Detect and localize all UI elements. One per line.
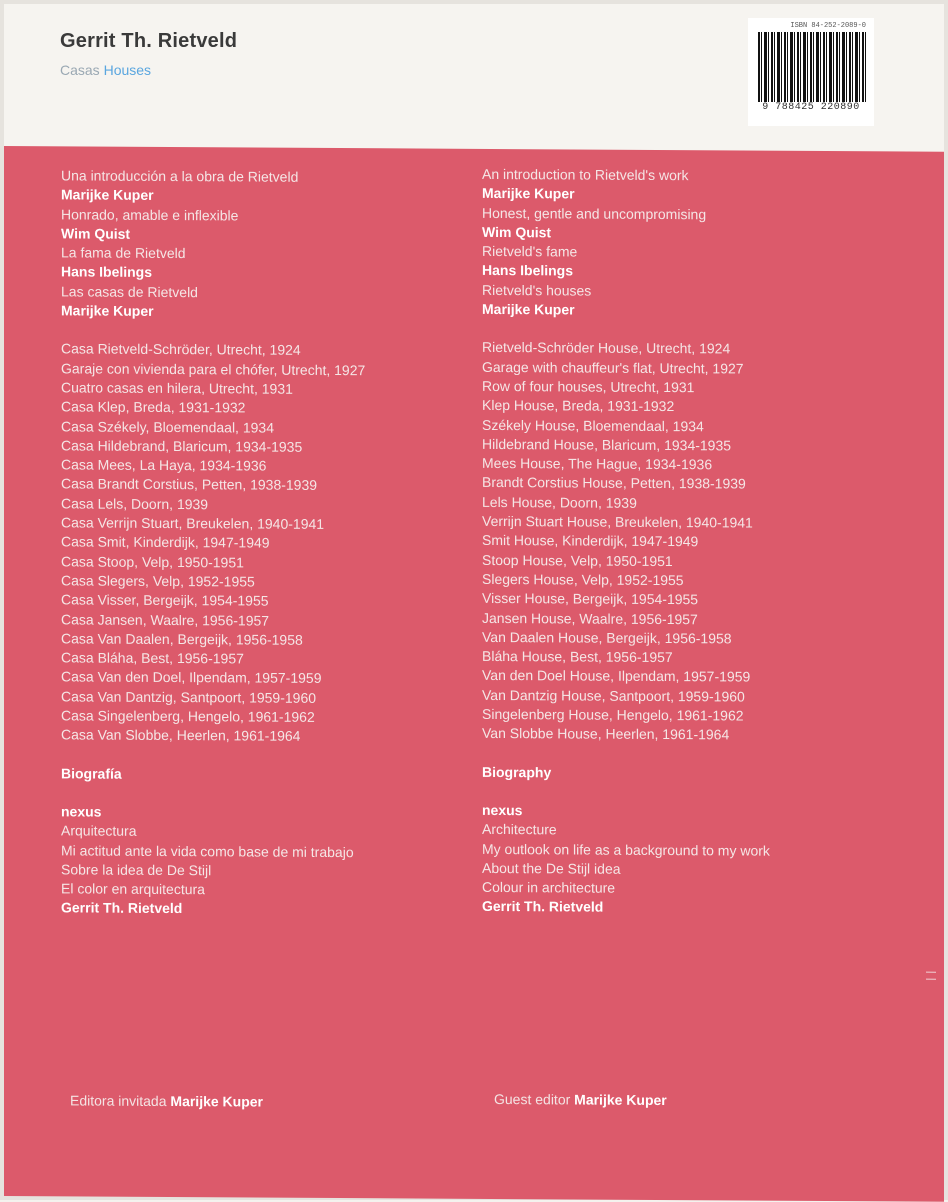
nexus-heading: nexus <box>482 801 523 819</box>
author-name: Hans Ibelings <box>61 263 153 281</box>
house-list-item: Garaje con vivienda para el chófer, Utrecht, 1927 <box>61 360 366 378</box>
author-name: Marijke Kuper <box>482 300 575 318</box>
house-list-item: Casa Stoop, Velp, 1950-1951 <box>61 552 244 571</box>
spacer <box>61 783 471 805</box>
author-name: Hans Ibelings <box>482 262 574 279</box>
house-list-item: Casa Van Dantzig, Santpoort, 1959-1960 <box>61 688 317 706</box>
essay-title: Rietveld's houses <box>482 281 592 299</box>
book-title: Gerrit Th. Rietveld <box>60 30 238 52</box>
house-list-item: Smit House, Kinderdijk, 1947-1949 <box>482 532 699 550</box>
house-list-item: Casa Singelenberg, Hengelo, 1961-1962 <box>61 707 315 725</box>
spacer <box>61 321 471 343</box>
house-list-item: Van den Doel House, Ilpendam, 1957-1959 <box>482 667 751 685</box>
house-list-item: Casa Brandt Corstius, Petten, 1938-1939 <box>61 475 318 494</box>
house-list-item: Stoop House, Velp, 1950-1951 <box>482 551 673 569</box>
essay-title: Una introducción a la obra de Rietveld <box>61 167 299 185</box>
house-list-item: Garage with chauffeur's flat, Utrecht, 1927 <box>482 358 744 377</box>
house-list-item: Casa Smit, Kinderdijk, 1947-1949 <box>61 533 270 551</box>
house-list-item: Casa Visser, Bergeijk, 1954-1955 <box>61 591 269 609</box>
essay-title: Rietveld's fame <box>482 243 578 260</box>
nexus-item: My outlook on life as a background to my work <box>482 840 770 859</box>
guest-editor-name: Marijke Kuper <box>574 1091 667 1109</box>
author-name: Marijke Kuper <box>61 302 154 319</box>
essay-title: Honrado, amable e inflexible <box>61 205 239 224</box>
essay-title: Honest, gentle and uncompromising <box>482 204 707 222</box>
house-list-item: Row of four houses, Utrecht, 1931 <box>482 377 695 396</box>
nexus-item: El color en arquitectura <box>61 880 205 898</box>
nexus-item: Sobre la idea de De Stijl <box>61 861 212 879</box>
house-list-item: Bláha House, Best, 1956-1957 <box>482 648 673 666</box>
house-list-item: Casa Rietveld-Schröder, Utrecht, 1924 <box>61 340 301 359</box>
essay-title: Las casas de Rietveld <box>61 283 198 300</box>
essay-title: An introduction to Rietveld's work <box>482 165 689 184</box>
contents-panel <box>4 146 944 1202</box>
guest-editor-name: Marijke Kuper <box>170 1093 263 1110</box>
house-list-item: Mees House, The Hague, 1934-1936 <box>482 455 713 473</box>
house-list-item: Visser House, Bergeijk, 1954-1955 <box>482 590 699 608</box>
edge-mark <box>926 972 936 980</box>
contents-english <box>482 165 922 919</box>
nexus-item: Mi actitud ante la vida como base de mi trabajo <box>61 841 354 860</box>
house-list-item: Rietveld-Schröder House, Utrecht, 1924 <box>482 339 731 357</box>
house-list-item: Casa Verrijn Stuart, Breukelen, 1940-1941 <box>61 514 325 533</box>
guest-editor-label: Editora invitada <box>70 1092 167 1109</box>
house-list-item: Casa Slegers, Velp, 1952-1955 <box>61 572 255 590</box>
house-list-item: Jansen House, Waalre, 1956-1957 <box>482 609 698 627</box>
house-list-item: Casa Székely, Bloemendaal, 1934 <box>61 417 274 436</box>
biography-heading: Biography <box>482 763 552 780</box>
barcode-digits: 9 788425 220890 <box>762 102 860 113</box>
house-list-item: Casa Lels, Doorn, 1939 <box>61 495 209 512</box>
house-list-item: Casa Hildebrand, Blaricum, 1934-1935 <box>61 437 303 455</box>
house-list-item: Slegers House, Velp, 1952-1955 <box>482 570 684 589</box>
author-name: Gerrit Th. Rietveld <box>482 898 604 916</box>
house-list-item: Casa Van Slobbe, Heerlen, 1961-1964 <box>61 726 301 745</box>
house-list-item: Van Daalen House, Bergeijk, 1956-1958 <box>482 628 732 647</box>
author-name: Marijke Kuper <box>482 185 575 202</box>
cover-header <box>0 0 948 152</box>
contents-spanish <box>61 166 471 920</box>
house-list-item: Hildebrand House, Blaricum, 1934-1935 <box>482 435 732 454</box>
house-list-item: Singelenberg House, Hengelo, 1961-1962 <box>482 705 744 724</box>
house-list-item: Van Slobbe House, Heerlen, 1961-1964 <box>482 725 730 743</box>
subtitle-english: Houses <box>103 62 152 78</box>
guest-editor-label: Guest editor <box>494 1090 571 1108</box>
guest-editor-english <box>494 1091 667 1108</box>
house-list-item: Cuatro casas en hilera, Utrecht, 1931 <box>61 379 293 397</box>
nexus-item: Architecture <box>482 821 557 838</box>
nexus-item: About the De Stijl idea <box>482 859 621 877</box>
barcode-bars <box>758 32 868 102</box>
book-subtitle <box>60 62 151 78</box>
nexus-item: Arquitectura <box>61 822 137 840</box>
house-list-item: Casa Jansen, Waalre, 1956-1957 <box>61 610 270 629</box>
house-list-item: Casa Klep, Breda, 1931-1932 <box>61 398 246 416</box>
author-name: Gerrit Th. Rietveld <box>61 899 183 917</box>
house-list-item: Van Dantzig House, Santpoort, 1959-1960 <box>482 686 745 705</box>
essay-title: La fama de Rietveld <box>61 244 186 262</box>
author-name: Wim Quist <box>61 225 131 242</box>
isbn-text: ISBN 84-252-2089-0 <box>790 22 866 30</box>
biography-heading: Biografía <box>61 764 122 782</box>
house-list-item: Casa Mees, La Haya, 1934-1936 <box>61 456 267 474</box>
author-name: Marijke Kuper <box>61 186 154 204</box>
house-list-item: Casa Van Daalen, Bergeijk, 1956-1958 <box>61 630 303 648</box>
spacer <box>61 745 471 767</box>
house-list-item: Brandt Corstius House, Petten, 1938-1939 <box>482 474 746 492</box>
house-list-item: Székely House, Bloemendaal, 1934 <box>482 416 704 434</box>
author-name: Wim Quist <box>482 223 552 241</box>
house-list-item: Lels House, Doorn, 1939 <box>482 493 637 511</box>
house-list-item: Verrijn Stuart House, Breukelen, 1940-1941 <box>482 512 753 531</box>
nexus-heading: nexus <box>61 803 102 820</box>
nexus-item: Colour in architecture <box>482 879 616 896</box>
guest-editor-spanish <box>70 1092 263 1109</box>
house-list-item: Casa Van den Doel, Ilpendam, 1957-1959 <box>61 668 322 687</box>
isbn-barcode <box>748 18 874 126</box>
house-list-item: Casa Bláha, Best, 1956-1957 <box>61 649 244 667</box>
house-list-item: Klep House, Breda, 1931-1932 <box>482 397 675 415</box>
subtitle-spanish: Casas <box>60 62 100 78</box>
